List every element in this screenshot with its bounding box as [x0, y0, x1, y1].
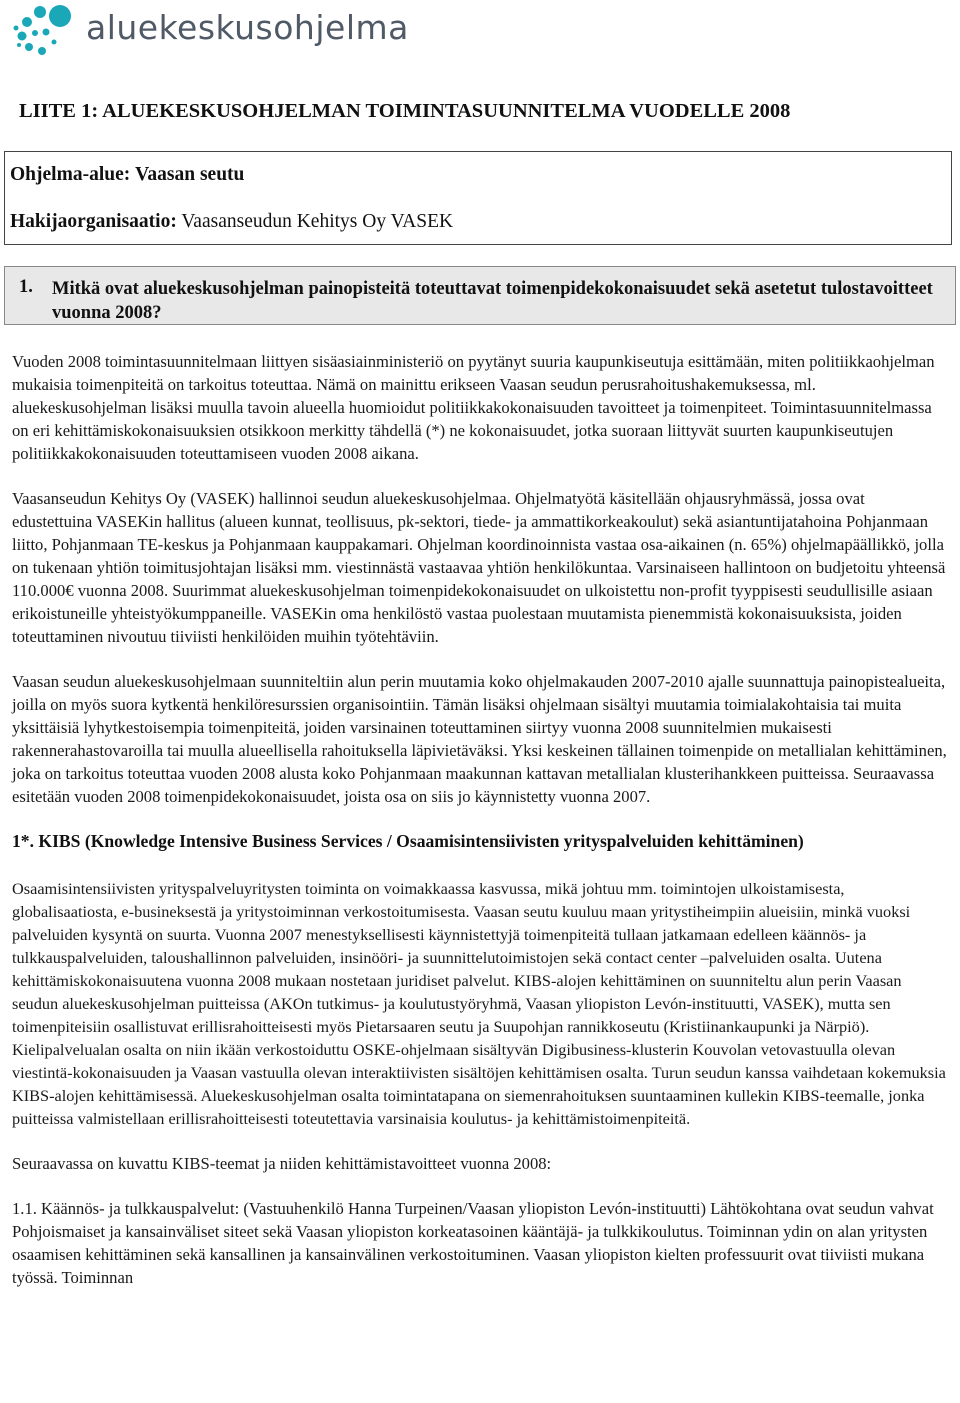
logo-wordmark: aluekeskusohjelma [86, 8, 409, 47]
paragraph: Vaasan seudun aluekeskusohjelmaan suunniteltiin alun perin muutamia koko ohjelmakauden 2007-2010 ajalle suunnattuja painopistealueita, joilla on myös suora kytkentä henkilöresurssien organisointiin. Tämän lisäksi ohjelmaan sisältyi muutamia toimialakohtaisia tai muita yksittäisiä lyhytkestoisempia toimenpiteitä, joiden varsinainen toteuttaminen siirtyy vuonna 2008 suunnitelmien mukaisesti rakennerahastovaroilla tai muulla alueellisella rahoituksella läpivietäväksi. Yksi keskeinen tällainen toimenpide on metallialan kehittäminen, joka on tarkoitus toteuttaa vuoden 2008 alusta koko Pohjanmaan maakunnan kattavan metallialan klusterihankkeen puitteissa. Seuraavassa esitetään vuoden 2008 toimenpidekokonaisuudet, joista osa on siis jo käynnistetty vuonna 2007. [12, 672, 947, 806]
applicant-label: Hakijaorganisaatio: [10, 211, 177, 232]
document-body [12, 350, 948, 1289]
program-area-label: Ohjelma-alue: [10, 164, 131, 185]
header-info-box [4, 151, 952, 245]
paragraph: Vuoden 2008 toimintasuunnitelmaan liittyen sisäasiainministeriö on pyytänyt suuria kaupunkiseutuja esittämään, miten politiikkaohjelman mukaisia toimenpiteitä on tarkoitus toteuttaa. Nämä on mainittu erikseen Vaasan seudun perusrahoitushakemuksessa, ml. aluekeskusohjelman lisäksi muulla tavoin alueella huomioidut politiikkakokonaisuuden tavoitteet ja toimenpiteet. Toimintasuunnitelmassa on eri kehittämiskokonaisuuksien otsikkoon merkitty tähdellä (*) ne kokonaisuudet, jotka suoraan liittyvät suurten kaupunkiseutujen politiikkakokonaisuuden toteuttamiseen vuoden 2008 aikana. [12, 352, 935, 463]
paragraph: Osaamisintensiivisten yrityspalveluyritysten toiminta on voimakkaassa kasvussa, mikä johtuu mm. toimintojen ulkoistamisesta, globalisaatiosta, e-busineksestä ja yritystoiminnan verkostoitumisesta. Vaasan seutu kuuluu maan yritystiheimpiin alueisiin, minkä vuoksi palveluiden kysyntä on suurta. Vuonna 2007 menestyksellisesti käynnistettyjä toimenpiteitä tullaan jatkamaan edelleen käännös- ja tulkkauspalveluiden, taloushallinnon palveluiden, insinööri- ja suunnittelutoimistojen sekä contact center –palveluiden osalta. Uutena kehittämiskokonaisuutena vuonna 2008 mukaan nostetaan juridiset palvelut. KIBS-alojen kehittäminen on suunniteltu alun perin Vaasan seudun aluekeskusohjelman puitteissa (AKOn tutkimus- ja koulutustyöryhmä, Vaasan yliopiston Levón-instituutti, VASEK), mutta sen toimenpiteisiin osallistuvat erillisrahoitteisesti myös Pietarsaaren seutu ja Suupohjan rannikkoseutu (Kristiinankaupunki ja Närpiö). Kielipalvelualan osalta on niin ikään verkostoiduttu OSKE-ohjelmaan sisältyvän Digibusiness-klusterin Kouvolan vetovastuulla olevan viestintä-kokonaisuuden ja Vaasan vastuulla olevan interaktiivisten sisältöjen kehittämisen osalta. Turun seudun kanssa vaihdetaan kokemuksia KIBS-alojen kehittämisessä. Aluekeskusohjelman osalta toimintatapana on siemenrahoituksen suuntaaminen kullekin KIBS-teemalle, jonka puitteissa valmistellaan erillisrahoitteisesti toteutettavia varsinaisia koulutus- ja kehittämistoimenpiteitä. [12, 879, 946, 1128]
applicant-line [10, 211, 453, 233]
question-text: Mitkä ovat aluekeskusohjelman painopisteitä toteuttavat toimenpidekokonaisuudet sekä asetetut tulostavoitteet vuonna 2008? [52, 279, 933, 323]
program-area-line [10, 164, 244, 186]
logo [10, 0, 409, 62]
paragraph: Vaasanseudun Kehitys Oy (VASEK) hallinnoi seudun aluekeskusohjelmaa. Ohjelmatyötä käsitellään ohjausryhmässä, jossa ovat edustettuina VASEKin hallitus (alueen kunnat, teollisuus, pk-sektori, tiede- ja ammattikorkeakoulut) sekä asiantuntijatahoina Pohjanmaan liitto, Pohjanmaan TE-keskus ja Pohjanmaan kauppakamari. Ohjelman koordinoinnista vastaa osa-aikainen (n. 65%) ohjelmapäällikkö, jolla on tukenaan yhtiön toimitusjohtajan lisäksi mm. viestinnästä vastaavaa yhtiön henkilökuntaa. Varsinaiseen hallintoon on budjetoitu yhteensä 110.000€ vuonna 2008. Suurimmat aluekeskusohjelman toimenpidekokonaisuudet on ulkoistettu non-profit tyyppisesti seudullisille asiaan erikoistuneille yhteistyökumppaneille. VASEKin oma henkilöstö vastaa puolestaan muutamista pienemmistä kokonaisuuksista, joiden toteuttaminen nivoutuu tiiviisti henkilöiden muihin työtehtäviin. [12, 489, 946, 646]
question-box [4, 266, 956, 325]
paragraph: 1.1. Käännös- ja tulkkauspalvelut: (Vastuuhenkilö Hanna Turpeinen/Vaasan yliopiston Levón-instituutti) Lähtökohtana ovat seudun vahvat Pohjoismaiset ja kansainväliset siteet sekä Vaasan yliopiston korkeatasoinen kääntäjä- ja tulkkikoulutus. Toiminnan ydin on alan yritysten osaamisen kehittäminen sekä kansallinen ja kansainvälinen verkostoituminen. Vaasan yliopiston kielten professuurit ovat tiiviisti mukana työssä. Toiminnan [12, 1199, 934, 1287]
program-area-value: Vaasan seutu [135, 164, 245, 185]
paragraph: Seuraavassa on kuvattu KIBS-teemat ja niiden kehittämistavoitteet vuonna 2008: [12, 1154, 552, 1173]
applicant-value: Vaasanseudun Kehitys Oy VASEK [181, 211, 454, 232]
section-heading: 1*. KIBS (Knowledge Intensive Business Services / Osaamisintensiivisten yrityspalveluiden kehittäminen) [12, 831, 804, 851]
question-number: 1. [19, 277, 33, 297]
dot-cluster-logo-icon [10, 0, 82, 62]
page-title: LIITE 1: ALUEKESKUSOHJELMAN TOIMINTASUUNNITELMA VUODELLE 2008 [19, 100, 791, 122]
